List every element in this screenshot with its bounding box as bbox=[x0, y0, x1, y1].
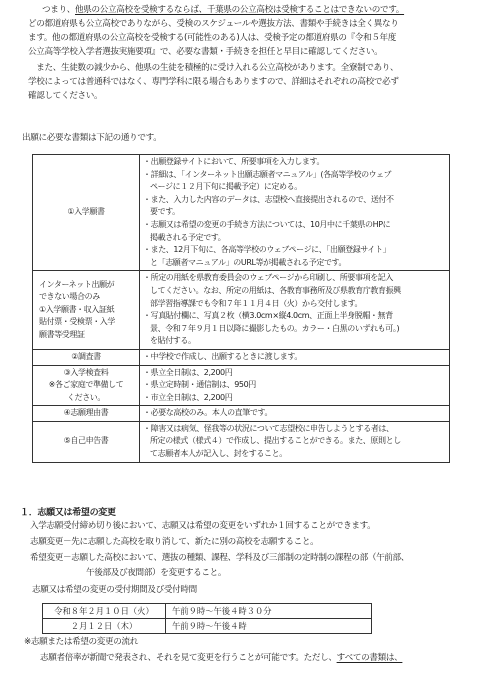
row-content: ・中学校で作成し、出願するときに渡します。 bbox=[140, 349, 450, 365]
flow-line: 志願者倍率が新聞で発表され、それを見て変更を行うことが可能です。ただし、すべての書類は、 bbox=[40, 653, 403, 663]
table-row bbox=[33, 365, 450, 406]
schedule-time: 午前９時～午後４時 bbox=[166, 619, 372, 634]
row-label: ④志願理由書 bbox=[33, 406, 140, 422]
row-content: ・必要な高校のみ。本人の直筆です。 bbox=[140, 406, 450, 422]
underlined-statement: 他県の公立高校を受検するならば、千葉県の公立高校は受検することはできないのです。 bbox=[74, 5, 405, 15]
underlined-text: すべての書類は、 bbox=[336, 653, 403, 663]
table-row bbox=[43, 619, 372, 634]
section-line-4: 午後部及び夜間部）を変更すること。 bbox=[86, 568, 227, 578]
section-line-3: 希望変更－志願した高校において、選抜の種類、課程、学科及び三部制の定時制の課程の部（午前部、 bbox=[30, 553, 410, 563]
row-label: インターネット出願が できない場合のみ ①入学願書・収入証紙 貼付票・受検票・入学 願書等受理証 bbox=[33, 271, 140, 350]
schedule-date: ２月１２日（木） bbox=[43, 619, 166, 634]
schedule-time: 午前９時～午後４時３０分 bbox=[166, 604, 372, 619]
table-row bbox=[33, 421, 450, 462]
table-row bbox=[33, 271, 450, 350]
table-heading: 出願に必要な書類は下記の通りです。 bbox=[22, 133, 162, 143]
intro-line-1: つまり、他県の公立高校を受検するならば、千葉県の公立高校は受検することはできないのです。 bbox=[42, 5, 405, 15]
row-content: ・県立全日制は、2,200円 ・県立定時制・通信制は、950円 ・市立全日制は、2,200円 bbox=[140, 365, 450, 406]
table-row bbox=[33, 406, 450, 422]
intro-line-7: 確認してください。 bbox=[28, 91, 103, 101]
schedule-table bbox=[42, 603, 372, 634]
row-label: ①入学願書 bbox=[33, 155, 140, 271]
row-content: ・所定の用紙を県教育委員会のウェブページから印刷し、所要事項を記入 してください。なお、所定の用紙は、各教育事務所及び県教育庁教育振興 部学習指導課でも令和７年１１月４日（火）から交付します。 ・写真貼付欄に、写真２枚（横3.0cm×縦4.0cm、正面上半身脱帽・無背 景、令和７年９月１日以降に撮影したもの。カラー・白黒のいずれも可。) を貼付する。 bbox=[140, 271, 450, 350]
table-row bbox=[33, 155, 450, 271]
schedule-date: 令和８年２月１０日（火） bbox=[43, 604, 166, 619]
table-row bbox=[33, 349, 450, 365]
row-label: ⑤自己申告書 bbox=[33, 421, 140, 462]
section-line-2: 志願変更－先に志願した高校を取り消して、新たに別の高校を志願すること。 bbox=[30, 537, 319, 547]
intro-line-3: ます。他の都道府県の公立高校を受検する(可能性のある)人は、受検予定の都道府県の『令和５年度 bbox=[28, 33, 397, 43]
table-row bbox=[43, 604, 372, 619]
row-content: ・障害又は病気、怪我等の状況について志望校に申告しようとする者は、 所定の様式（様式４）で作成し、提出することができる。また、原則とし て志願者本人が記入し、封をすること。 bbox=[140, 421, 450, 462]
row-label: ③入学検査料 ※各ご家庭で準備して ください。 bbox=[33, 365, 140, 406]
documents-table bbox=[32, 154, 450, 463]
intro-line-6: 学校によっては普通科ではなく、専門学科に限る場合もありますので、詳細はそれぞれの高校で必ず bbox=[28, 77, 399, 87]
row-label: ②調査書 bbox=[33, 349, 140, 365]
schedule-caption: 志願又は希望の変更の受付期間及び受付時間 bbox=[32, 585, 197, 595]
intro-line-2: どの都道府県も公立高校でありながら、受検のスケジュールや選抜方法、書類や手続きは全く異なり bbox=[28, 19, 399, 29]
section-line-1: 入学志願受付締め切り後において、志願又は希望の変更をいずれか１回することができます。 bbox=[30, 521, 376, 531]
intro-line-5: また、生徒数の減少から、他県の生徒を積極的に受け入れる公立高校があります。全寮制であり、 bbox=[28, 63, 399, 73]
intro-line-4: 公立高等学校入学者選抜実施要項』で、必要な書類・手続きを担任と早目に確認してください。 bbox=[28, 47, 383, 57]
row-content: ・出願登録サイトにおいて、所要事項を入力します。 ・詳細は、「インターネット出願志願者マニュアル」(各高等学校のウェブ ページに１２月下旬に掲載予定）に定める。 ・また、入力した内容のデータは、志望校へ直接提出されるので、送付不 要です。 ・志願又は希望の変更の手続き方法については、10月中に千葉県のHPに 掲載される予定です。 ・また、12月下旬に、各高等学校のウェブページに、「出願登録サイト」 と「志願者マニュアル」のURL等が掲載される予定です。 bbox=[140, 155, 450, 271]
section-heading: １．志願又は希望の変更 bbox=[20, 508, 116, 518]
flow-heading: ※志願または希望の変更の流れ bbox=[24, 637, 139, 647]
